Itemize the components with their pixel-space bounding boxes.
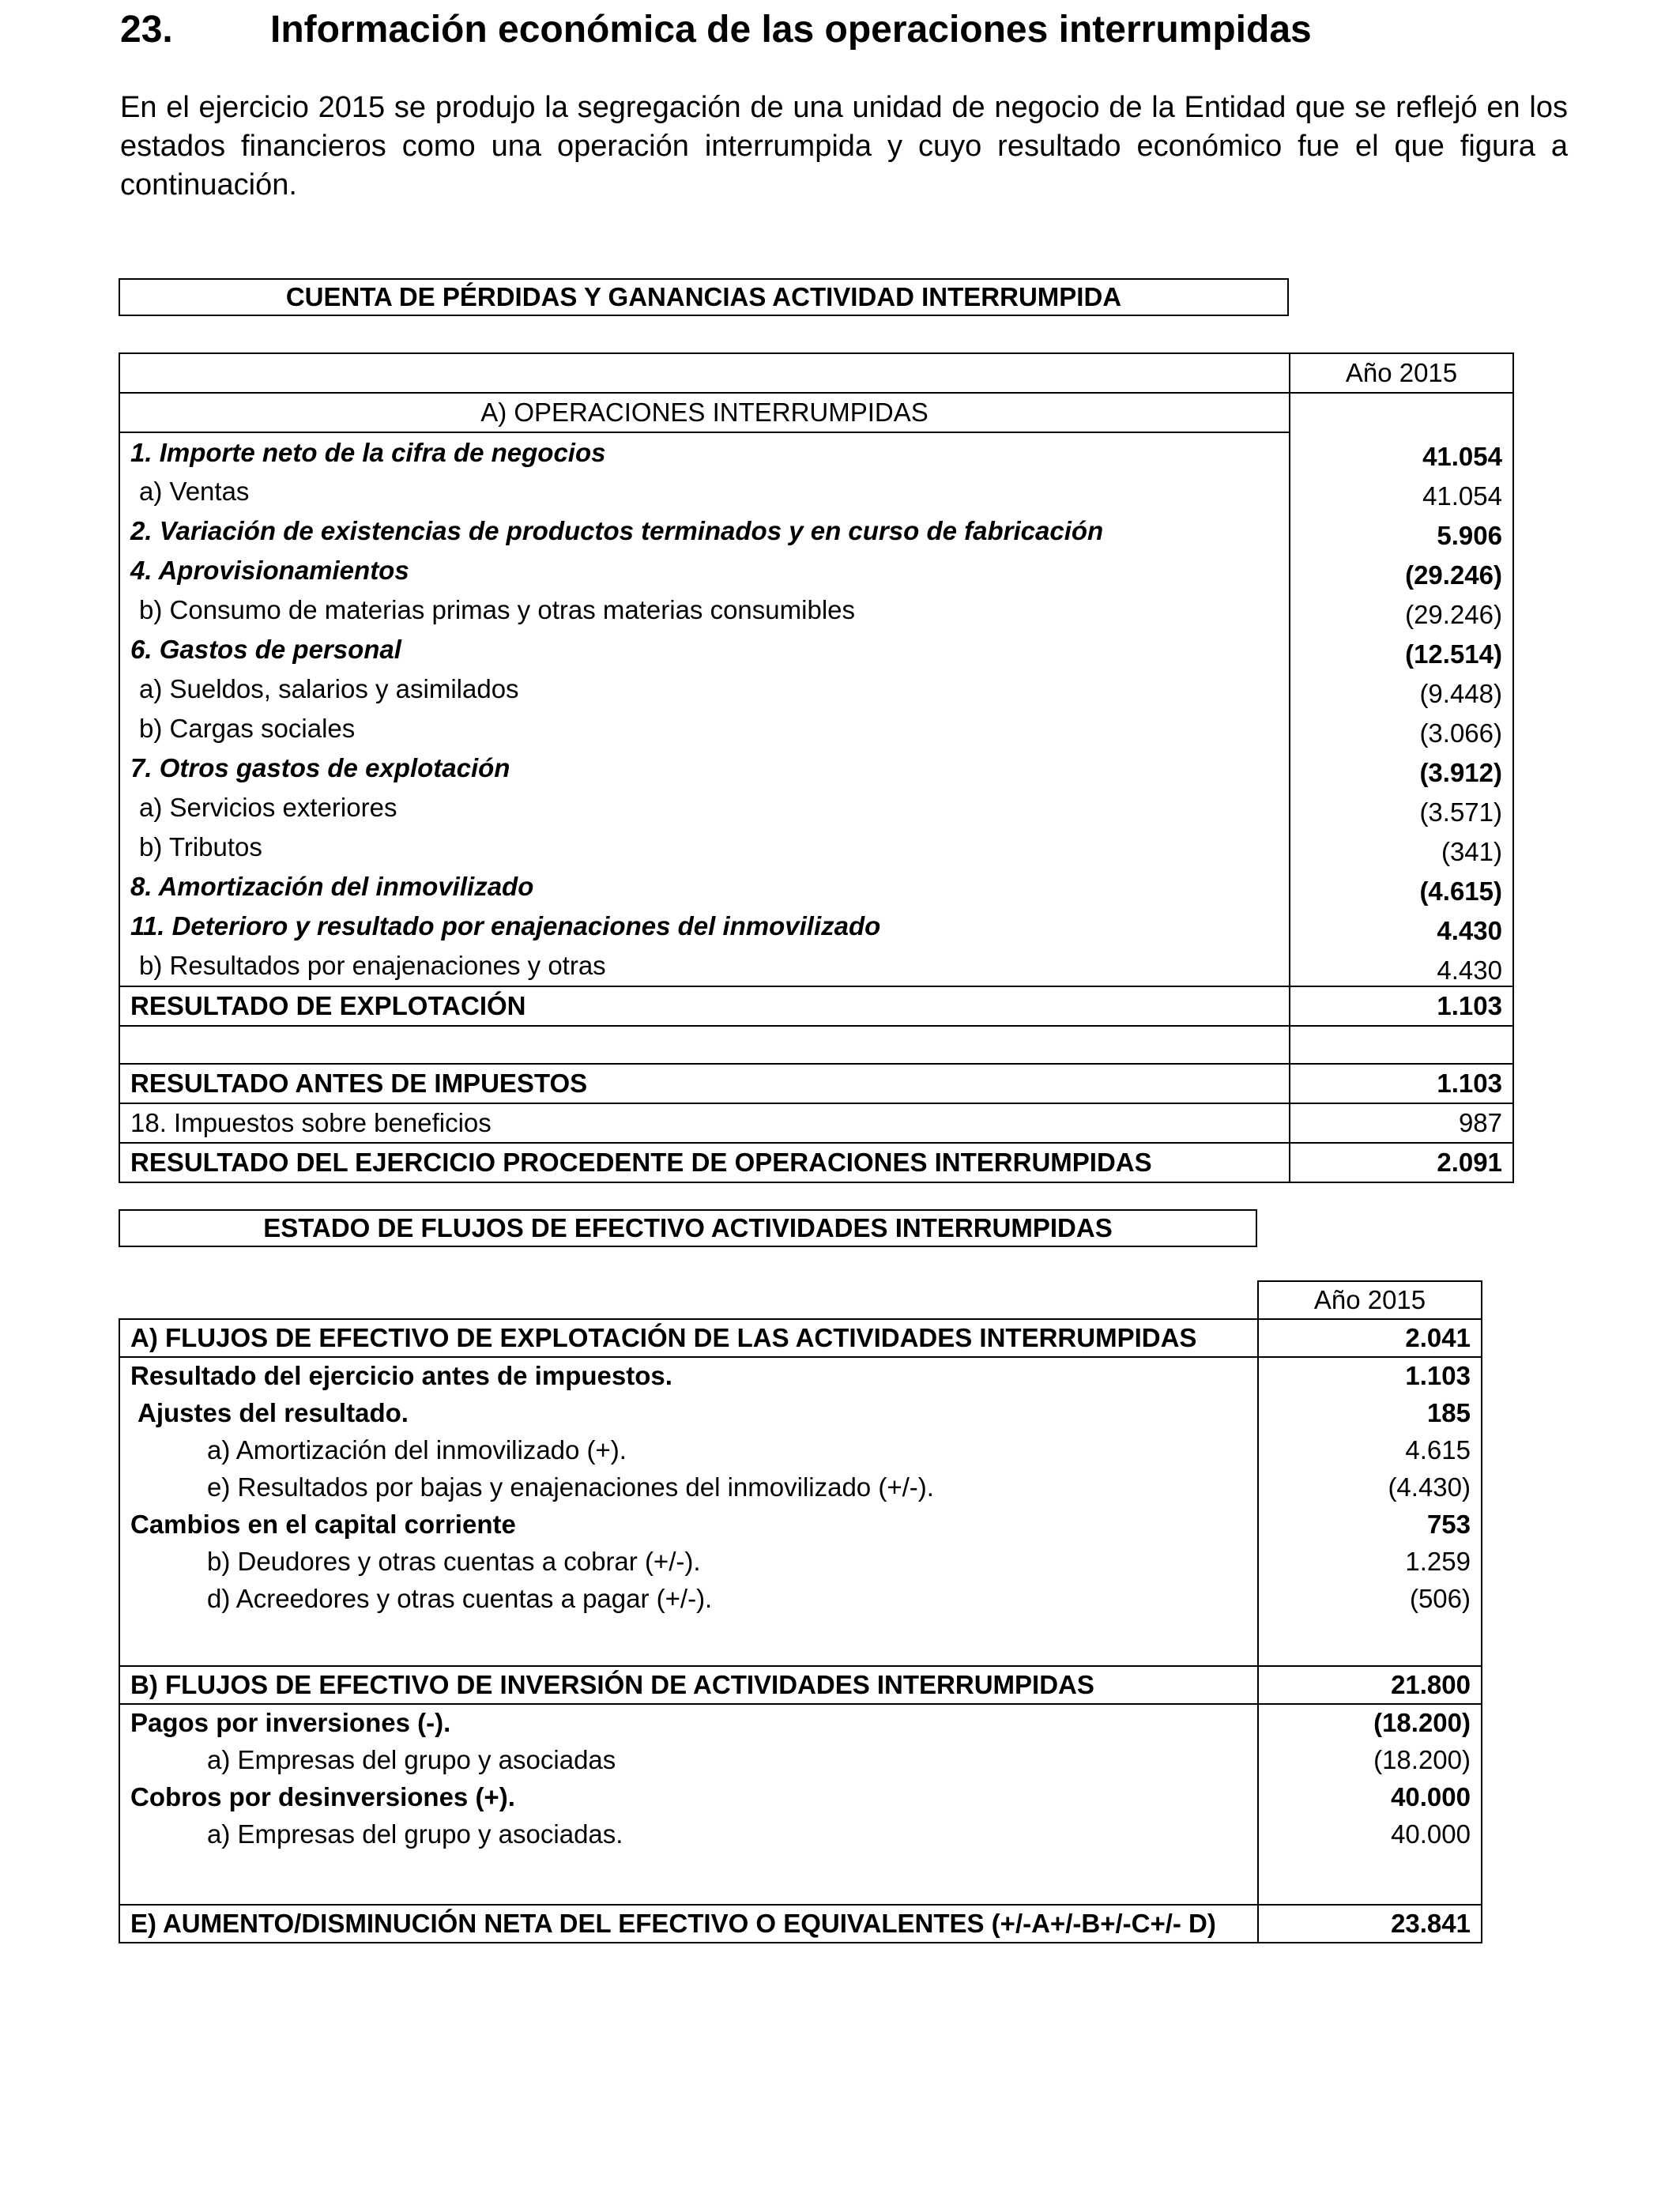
pyg-title: CUENTA DE PÉRDIDAS Y GANANCIAS ACTIVIDAD INTERRUMPIDA [119,278,1289,316]
table-row: RESULTADO ANTES DE IMPUESTOS 1.103 [119,1064,1513,1103]
table-row: a) Empresas del grupo y asociadas (18.200) [119,1741,1482,1778]
pyg-table [119,352,1514,1183]
table-row: Ajustes del resultado. 185 [119,1394,1482,1431]
intro-paragraph: En el ejercicio 2015 se produjo la segregación de una unidad de negocio de la Entidad que se reflejó en los estados financieros como una operación interrumpida y cuyo resultado económico fue el que figura a continuación. [120,91,1568,202]
pyg-year-header: Año 2015 [1290,353,1513,393]
flujos-year-header: Año 2015 [1258,1281,1482,1319]
table-row: 4. Aprovisionamientos (29.246) [119,551,1513,590]
table-row: Cobros por desinversiones (+). 40.000 [119,1778,1482,1815]
table-row: Pagos por inversiones (-). (18.200) [119,1704,1482,1741]
table-row: a) Ventas 41.054 [119,472,1513,511]
table-row: b) Tributos (341) [119,827,1513,867]
table-row: 18. Impuestos sobre beneficios 987 [119,1103,1513,1143]
table-row: e) Resultados por bajas y enajenaciones del inmovilizado (+/-). (4.430) [119,1468,1482,1506]
table-row: a) Servicios exteriores (3.571) [119,788,1513,827]
table-row: 6. Gastos de personal (12.514) [119,630,1513,669]
table-row: RESULTADO DE EXPLOTACIÓN 1.103 [119,986,1513,1026]
section-number: 23. [120,9,173,51]
table-row: a) Amortización del inmovilizado (+). 4.615 [119,1431,1482,1468]
table-row: 11. Deterioro y resultado por enajenaciones del inmovilizado 4.430 [119,907,1513,946]
table-row: a) Sueldos, salarios y asimilados (9.448) [119,669,1513,709]
table-row: a) Empresas del grupo y asociadas. 40.000 [119,1815,1482,1853]
section-heading [120,8,1312,51]
table-row: b) Cargas sociales (3.066) [119,709,1513,748]
table-row: RESULTADO DEL EJERCICIO PROCEDENTE DE OPERACIONES INTERRUMPIDAS 2.091 [119,1143,1513,1182]
pyg-section-header: A) OPERACIONES INTERRUMPIDAS [119,393,1290,432]
table-row: 8. Amortización del inmovilizado (4.615) [119,867,1513,907]
table-row: A) FLUJOS DE EFECTIVO DE EXPLOTACIÓN DE LAS ACTIVIDADES INTERRUMPIDAS 2.041 [119,1319,1482,1357]
table-row: B) FLUJOS DE EFECTIVO DE INVERSIÓN DE ACTIVIDADES INTERRUMPIDAS 21.800 [119,1666,1482,1704]
table-row: b) Consumo de materias primas y otras materias consumibles (29.246) [119,590,1513,630]
table-row: 2. Variación de existencias de productos terminados y en curso de fabricación 5.906 [119,511,1513,551]
table-row: b) Resultados por enajenaciones y otras 4.430 [119,946,1513,986]
section-title: Información económica de las operaciones interrumpidas [270,9,1312,51]
table-row: Resultado del ejercicio antes de impuestos. 1.103 [119,1357,1482,1394]
flujos-table [119,1280,1482,1943]
table-row: 7. Otros gastos de explotación (3.912) [119,748,1513,788]
flujos-title: ESTADO DE FLUJOS DE EFECTIVO ACTIVIDADES INTERRUMPIDAS [119,1209,1257,1247]
table-row: Cambios en el capital corriente 753 [119,1506,1482,1543]
table-row: b) Deudores y otras cuentas a cobrar (+/-). 1.259 [119,1543,1482,1580]
table-row: E) AUMENTO/DISMINUCIÓN NETA DEL EFECTIVO O EQUIVALENTES (+/-A+/-B+/-C+/- D) 23.841 [119,1905,1482,1943]
table-row: d) Acreedores y otras cuentas a pagar (+/-). (506) [119,1580,1482,1617]
table-row: 1. Importe neto de la cifra de negocios 41.054 [119,432,1513,472]
